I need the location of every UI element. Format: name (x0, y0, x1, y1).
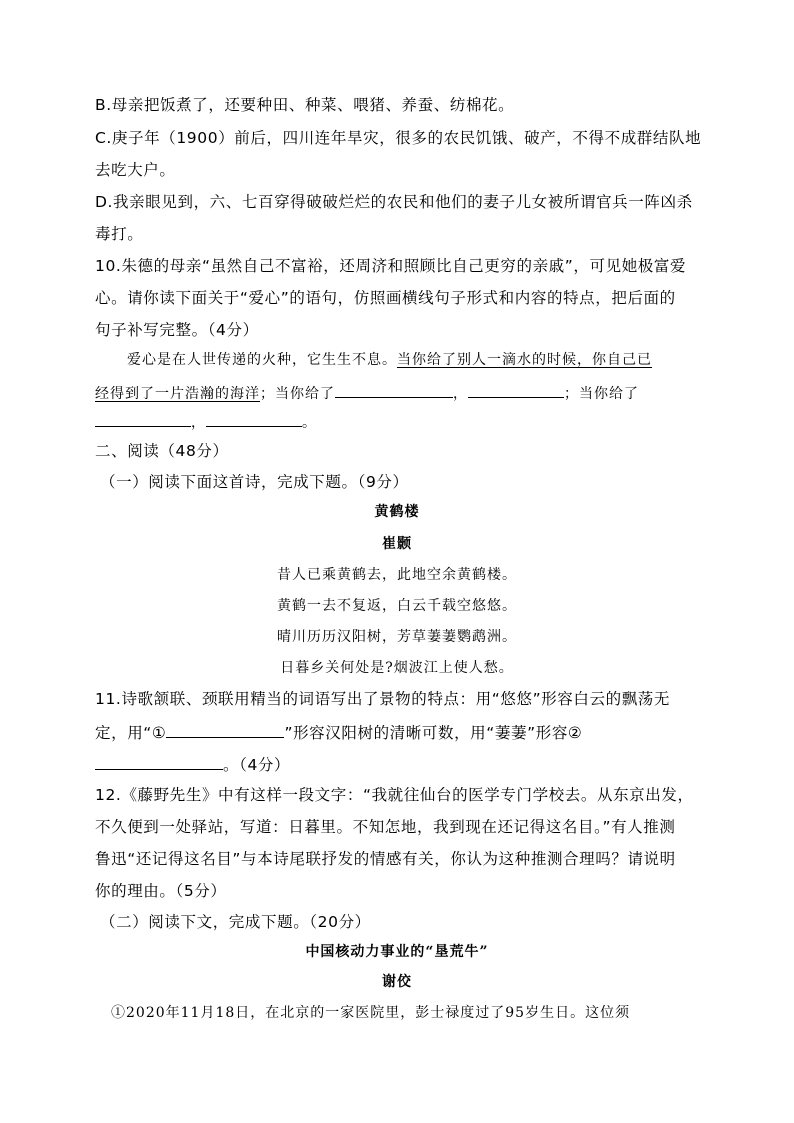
poem-author: 崔颢 (382, 536, 412, 552)
q10-line1: 10.朱德的母亲“虽然自己不富裕，还周济和照顾比自己更穷的亲戚”，可见她极富爱 (95, 257, 687, 275)
q10-example-underlined-1: 当你给了别人一滴水的时候，你自己已 (397, 352, 652, 368)
q10-blank-1[interactable] (335, 381, 453, 398)
q9-option-d-line2: 毒打。 (95, 225, 144, 243)
q9-option-b: B.母亲把饭煮了，还要种田、种菜、喂猪、养蚕、纺棉花。 (95, 96, 515, 114)
q10-comma-1: ， (453, 386, 468, 402)
section-2-part1-instruction: （一）阅读下面这首诗，完成下题。（9分） (100, 473, 409, 491)
q11-line2-start: 定，用“① (95, 724, 167, 742)
q10-example-plain: 爱心是在人世传递的火种，它生生不息。 (127, 352, 397, 368)
q10-example-line1 (127, 350, 652, 370)
q10-example-line2 (95, 381, 639, 404)
q10-line3: 句子补写完整。（4分） (95, 321, 259, 339)
article-title: 中国核动力事业的“垦荒牛” (305, 944, 489, 960)
poem-line-3: 晴川历历汉阳树，芳草萋萋鹦鹉洲。 (277, 629, 517, 645)
q12-line2: 不久便到一处驿站，写道：日暮里。不知怎地，我到现在还记得这名目。”有人推测 (95, 818, 676, 836)
q11-line1: 11.诗歌颔联、颈联用精当的词语写出了景物的特点：用“悠悠”形容白云的飘荡无 (95, 690, 671, 708)
article-author: 谢佼 (382, 974, 412, 990)
q10-continuation-a: ；当你给了 (260, 386, 335, 402)
q10-continuation-b: ；当你给了 (564, 386, 639, 402)
q11-line3 (95, 753, 290, 775)
q11-line3-end: 。（4分） (223, 756, 291, 774)
poem-title: 黄鹤楼 (374, 504, 420, 520)
poem-line-1: 昔人已乘黄鹤去，此地空余黄鹤楼。 (277, 567, 517, 583)
q12-line3: 鲁迅“还记得这名目”与本诗尾联抒发的情感有关，你认为这种推测合理吗？请说明 (95, 850, 676, 868)
q11-blank-2[interactable] (95, 753, 223, 770)
q10-end-mark: 。 (302, 415, 317, 431)
q10-blank-3[interactable] (95, 410, 191, 427)
q10-comma-2: ， (191, 415, 206, 431)
q9-option-c-line2: 去吃大户。 (95, 161, 176, 179)
q10-line2: 心。请你读下面关于“爱心”的语句，仿照画横线句子形式和内容的特点，把后面的 (95, 289, 676, 307)
q10-example-underlined-2: 经得到了一片浩瀚的海洋 (95, 386, 260, 402)
section-2-part2-instruction: （二）阅读下文，完成下题。（20分） (100, 913, 371, 931)
q12-line1: 12.《藤野先生》中有这样一段文字：“我就往仙台的医学专门学校去。从东京出发， (95, 786, 694, 804)
q9-option-d-line1: D.我亲眼见到，六、七百穿得破破烂烂的农民和他们的妻子儿女被所谓官兵一阵凶杀 (95, 193, 693, 211)
q9-option-c-line1: C.庚子年（1900）前后，四川连年旱灾，很多的农民饥饿、破产，不得不成群结队地 (95, 129, 702, 147)
q10-blank-2[interactable] (468, 381, 564, 398)
q11-line2-end: ”形容汉阳树的清晰可数，用“萋萋”形容② (284, 724, 583, 742)
q10-answer-line (95, 410, 317, 433)
q12-line4: 你的理由。（5分） (95, 882, 227, 900)
q11-blank-1[interactable] (166, 721, 284, 738)
poem-line-4: 日暮乡关何处是?烟波江上使人愁。 (280, 660, 514, 676)
article-paragraph-1: ①2020年11月18日，在北京的一家医院里，彭士禄度过了95岁生日。这位须 (111, 1005, 631, 1021)
q10-blank-4[interactable] (206, 410, 302, 427)
q11-line2 (95, 721, 582, 743)
poem-line-2: 黄鹤一去不复返，白云千载空悠悠。 (277, 598, 517, 614)
section-2-title: 二、阅读（48分） (95, 442, 229, 460)
